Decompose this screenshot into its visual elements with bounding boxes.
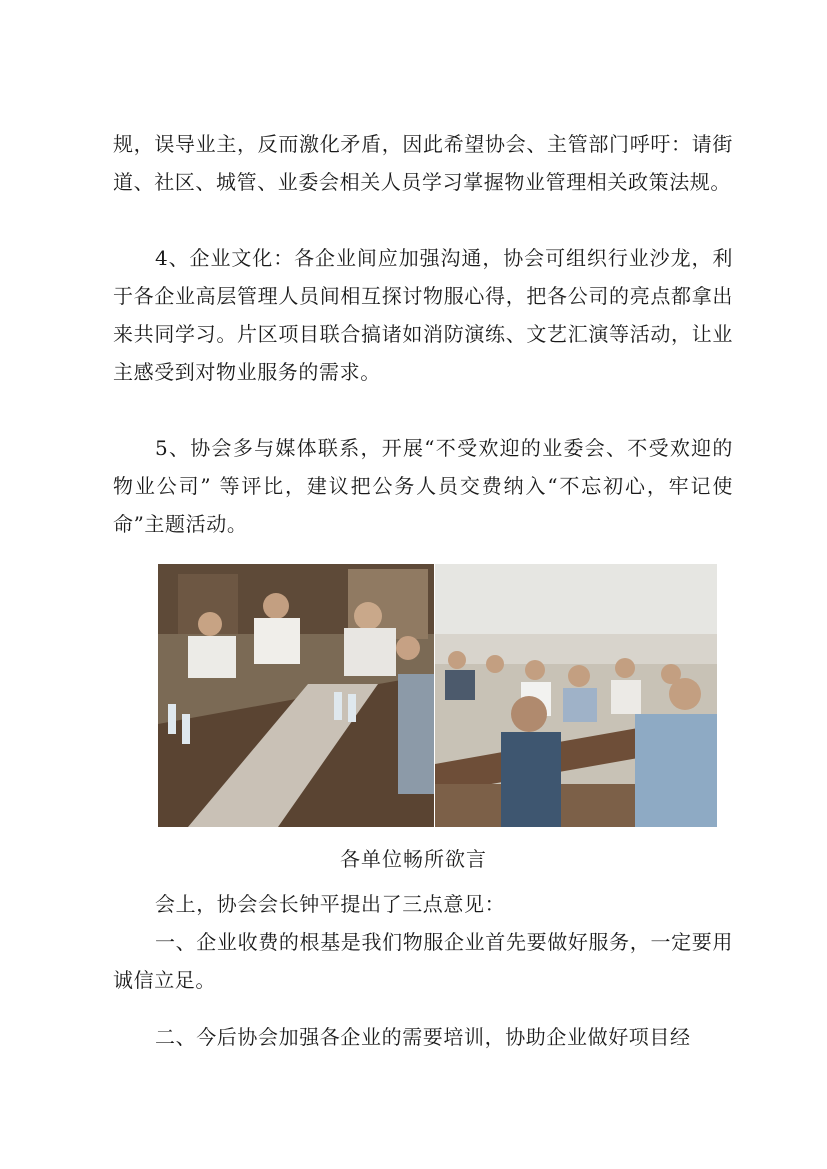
paragraph-continued: 规，误导业主，反而激化矛盾，因此希望协会、主管部门呼吁：请街道、社区、城管、业委会相关人员学习掌握物业管理相关政策法规。: [113, 132, 733, 194]
paragraph-opinion-1: 一、企业收费的根基是我们物服企业首先要做好服务，一定要用诚信立足。: [113, 930, 733, 992]
photo-caption: 各单位畅所欲言: [340, 847, 487, 871]
paragraph-media-contact: 5、协会多与媒体联系，开展“不受欢迎的业委会、不受欢迎的物业公司” 等评比，建议把公务人员交费纳入“不忘初心，牢记使命”主题活动。: [113, 436, 733, 536]
meeting-photo-left: [158, 564, 434, 827]
meeting-photo-right: [435, 564, 717, 827]
paragraph-corporate-culture: 4、企业文化：各企业间应加强沟通，协会可组织行业沙龙，利于各企业高层管理人员间相互探讨物服心得，把各公司的亮点都拿出来共同学习。片区项目联合搞诸如消防演练、文艺汇演等活动，让业主感受到对物业服务的需求。: [113, 246, 733, 384]
paragraph-opinion-2: 二、今后协会加强各企业的需要培训，协助企业做好项目经: [155, 1025, 691, 1049]
paragraph-opinions-intro: 会上，协会会长钟平提出了三点意见：: [155, 892, 506, 916]
